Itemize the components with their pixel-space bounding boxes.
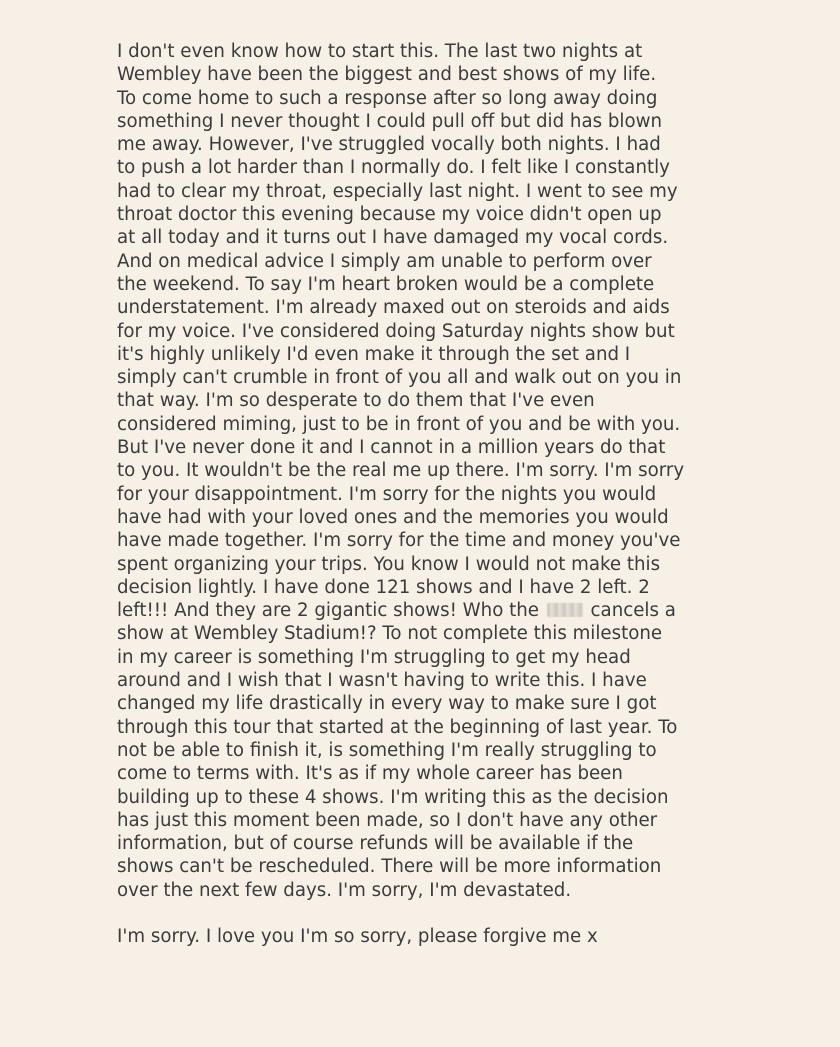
statement-line: to you. It wouldn't be the real me up there. I'm sorry. I'm sorry xyxy=(117,460,685,482)
statement-line: for your disappointment. I'm sorry for the nights you would xyxy=(117,483,657,505)
statement-paragraph xyxy=(117,40,740,599)
statement-line: And on medical advice I simply am unable to perform over xyxy=(117,250,652,272)
censored-line-before: left!!! And they are 2 gigantic shows! Who the xyxy=(117,600,539,622)
statement-line: through this tour that started at the beginning of last year. To xyxy=(117,716,678,738)
statement-line: show at Wembley Stadium!? To not complete this milestone xyxy=(117,623,663,645)
statement-line: at all today and it turns out I have damaged my vocal cords. xyxy=(117,227,669,249)
statement-line: building up to these 4 shows. I'm writing this as the decision xyxy=(117,786,669,808)
statement-line: not be able to finish it, is something I'm really struggling to xyxy=(117,739,657,761)
statement-line: around and I wish that I wasn't having to write this. I have xyxy=(117,670,647,692)
statement-line-censored xyxy=(117,599,740,622)
censored-word-blur xyxy=(547,603,583,617)
statement-line: simply can't crumble in front of you all and walk out on you in xyxy=(117,367,682,389)
statement-line: Wembley have been the biggest and best shows of my life. xyxy=(117,64,657,86)
statement-line: had to clear my throat, especially last night. I went to see my xyxy=(117,180,678,202)
statement-line: that way. I'm so desperate to do them that I've even xyxy=(117,390,595,412)
statement-line: in my career is something I'm struggling to get my head xyxy=(117,646,631,668)
statement-line: me away. However, I've struggled vocally both nights. I had xyxy=(117,134,661,156)
closing-line: I'm sorry. I love you I'm so sorry, please forgive me x xyxy=(117,925,598,947)
statement-line: changed my life drastically in every way to make sure I got xyxy=(117,693,657,715)
statement-line: to push a lot harder than I normally do. I felt like I constantly xyxy=(117,157,670,179)
statement-body xyxy=(117,40,740,948)
statement-line: To come home to such a response after so long away doing xyxy=(117,87,658,109)
statement-line: it's highly unlikely I'd even make it through the set and I xyxy=(117,343,631,365)
statement-line: over the next few days. I'm sorry, I'm devastated. xyxy=(117,879,572,901)
statement-line: information, but of course refunds will be available if the xyxy=(117,833,634,855)
statement-line: decision lightly. I have done 121 shows and I have 2 left. 2 xyxy=(117,576,650,598)
statement-line: shows can't be rescheduled. There will be more information xyxy=(117,856,662,878)
statement-line: the weekend. To say I'm heart broken would be a complete xyxy=(117,273,655,295)
censored-line-after: cancels a xyxy=(590,600,676,622)
statement-line: considered miming, just to be in front of you and be with you. xyxy=(117,413,681,435)
statement-line: understatement. I'm already maxed out on steroids and aids xyxy=(117,297,670,319)
statement-paragraph-continued xyxy=(117,622,740,902)
statement-line: has just this moment been made, so I don't have any other xyxy=(117,809,658,831)
statement-line: have made together. I'm sorry for the time and money you've xyxy=(117,530,681,552)
statement-line: I don't even know how to start this. The last two nights at xyxy=(117,41,643,62)
statement-line: for my voice. I've considered doing Saturday nights show but xyxy=(117,320,675,342)
statement-line: throat doctor this evening because my voice didn't open up xyxy=(117,204,662,226)
statement-line: But I've never done it and I cannot in a million years do that xyxy=(117,437,666,459)
statement-line: have had with your loved ones and the memories you would xyxy=(117,506,669,528)
statement-line: something I never thought I could pull off but did has blown xyxy=(117,110,662,132)
statement-line: spent organizing your trips. You know I would not make this xyxy=(117,553,661,575)
statement-line: come to terms with. It's as if my whole career has been xyxy=(117,763,623,785)
